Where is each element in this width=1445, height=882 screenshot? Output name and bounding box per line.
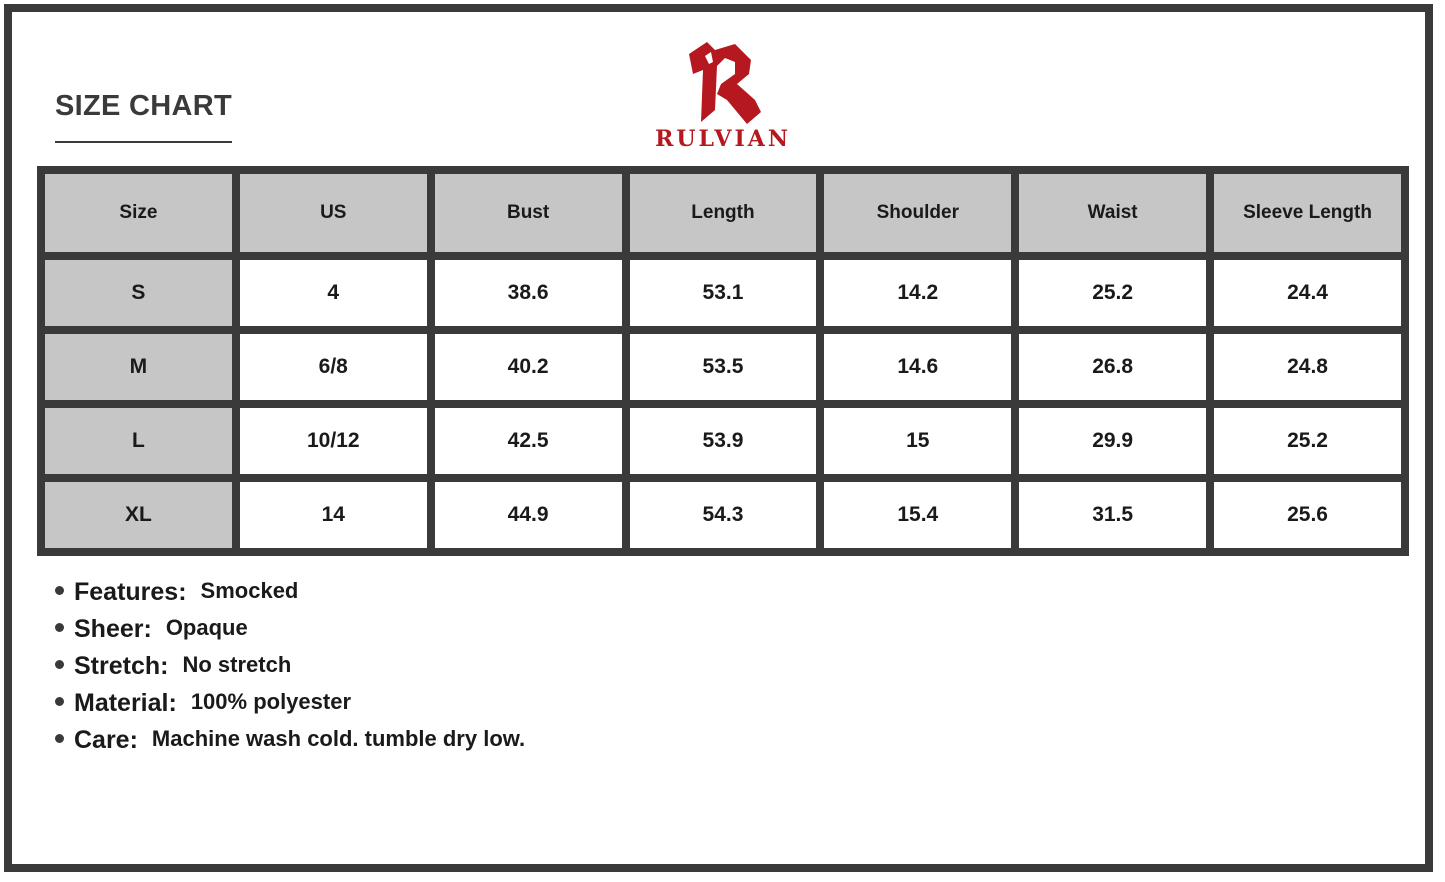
feature-value: Opaque xyxy=(165,614,248,640)
bullet-icon xyxy=(55,734,64,743)
table-cell: 38.6 xyxy=(435,260,622,326)
feature-label: Care: xyxy=(74,726,138,754)
table-cell: 54.3 xyxy=(630,482,817,548)
bullet-icon xyxy=(55,660,64,669)
table-header-row xyxy=(45,174,1401,252)
header-shoulder: Shoulder xyxy=(824,174,1011,252)
list-item xyxy=(55,722,525,759)
table-cell: 44.9 xyxy=(435,482,622,548)
table-cell: 53.9 xyxy=(630,408,817,474)
size-cell: L xyxy=(45,408,232,474)
bullet-icon xyxy=(55,586,64,595)
feature-value: Machine wash cold. tumble dry low. xyxy=(151,725,526,751)
table-cell: 6/8 xyxy=(240,334,427,400)
header-length: Length xyxy=(630,174,817,252)
header-bust: Bust xyxy=(435,174,622,252)
header-us: US xyxy=(240,174,427,252)
size-cell: S xyxy=(45,260,232,326)
list-item xyxy=(55,574,525,611)
feature-value: 100% polyester xyxy=(190,688,352,714)
table-cell: 14 xyxy=(240,482,427,548)
header-size: Size xyxy=(45,174,232,252)
table-cell: 10/12 xyxy=(240,408,427,474)
size-cell: M xyxy=(45,334,232,400)
table-row xyxy=(45,482,1401,548)
table-cell: 24.4 xyxy=(1214,260,1401,326)
feature-label: Sheer: xyxy=(74,615,152,643)
table-cell: 31.5 xyxy=(1019,482,1206,548)
table-cell: 25.6 xyxy=(1214,482,1401,548)
list-item xyxy=(55,685,525,722)
table-cell: 14.2 xyxy=(824,260,1011,326)
size-table xyxy=(37,166,1409,556)
table-cell: 42.5 xyxy=(435,408,622,474)
table-row xyxy=(45,408,1401,474)
feature-list xyxy=(55,574,525,759)
table-cell: 24.8 xyxy=(1214,334,1401,400)
table-cell: 40.2 xyxy=(435,334,622,400)
brand-logo xyxy=(648,38,798,156)
feature-value: Smocked xyxy=(200,577,299,603)
bullet-icon xyxy=(55,697,64,706)
title-underline xyxy=(55,141,232,143)
feature-label: Features: xyxy=(74,578,187,606)
header-waist: Waist xyxy=(1019,174,1206,252)
table-row xyxy=(45,334,1401,400)
table-cell: 53.1 xyxy=(630,260,817,326)
bullet-icon xyxy=(55,623,64,632)
header-sleeve-length: Sleeve Length xyxy=(1214,174,1401,252)
table-cell: 15.4 xyxy=(824,482,1011,548)
table-cell: 25.2 xyxy=(1019,260,1206,326)
table-cell: 25.2 xyxy=(1214,408,1401,474)
table-cell: 15 xyxy=(824,408,1011,474)
table-cell: 14.6 xyxy=(824,334,1011,400)
page-title: SIZE CHART xyxy=(55,90,232,122)
table-cell: 29.9 xyxy=(1019,408,1206,474)
size-cell: XL xyxy=(45,482,232,548)
feature-label: Stretch: xyxy=(74,652,169,680)
table-cell: 53.5 xyxy=(630,334,817,400)
brand-name: RULVIAN xyxy=(655,126,791,152)
list-item xyxy=(55,648,525,685)
table-row xyxy=(45,260,1401,326)
list-item xyxy=(55,611,525,648)
table-cell: 26.8 xyxy=(1019,334,1206,400)
r-monogram-logo-icon xyxy=(685,40,761,124)
feature-label: Material: xyxy=(74,689,177,717)
feature-value: No stretch xyxy=(182,651,292,677)
table-cell: 4 xyxy=(240,260,427,326)
